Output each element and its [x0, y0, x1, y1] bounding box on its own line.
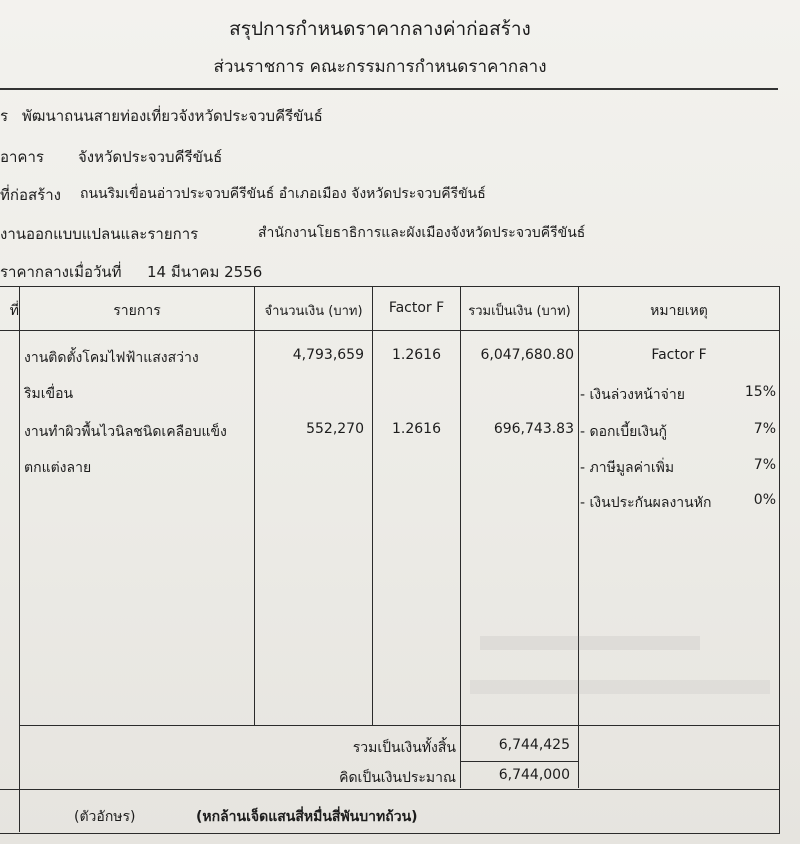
approx-value: 6,744,000 — [498, 767, 570, 783]
words-label: (ตัวอักษร) — [74, 809, 136, 825]
title-divider — [0, 88, 778, 90]
approx-label: คิดเป็นเงินประมาณ — [339, 770, 456, 786]
sum-label: รวมเป็นเงินทั้งสิ้น — [352, 740, 456, 756]
project-label: ร — [0, 107, 9, 125]
header-remark: หมายเหตุ — [650, 303, 708, 319]
site-label: ที่ก่อสร้าง — [0, 186, 61, 204]
project-value: พัฒนาถนนสายท่องเที่ยวจังหวัดประจวบคีรีขันธ์ — [22, 107, 323, 125]
bleed-through-mark — [480, 636, 700, 650]
design-label: งานออกแบบแปลนและรายการ — [0, 225, 199, 243]
row1-total: 6,047,680.80 — [480, 347, 574, 363]
header-divider — [0, 330, 780, 331]
header-total: รวมเป็นเงิน (บาท) — [468, 304, 571, 319]
bleed-through-mark — [470, 680, 770, 694]
col-divider-item — [254, 286, 255, 726]
remark-item-value: 15% — [744, 384, 776, 400]
words-value: (หกล้านเจ็ดแสนสี่หมื่นสี่พันบาทถ้วน) — [196, 809, 418, 825]
row2-item-line1: งานทำผิวพื้นไวนิลชนิดเคลือบแข็ง — [24, 424, 227, 440]
row2-item-line2: ตกแต่งลาย — [24, 460, 92, 476]
building-value: จังหวัดประจวบคีรีขันธ์ — [78, 148, 223, 166]
remark-heading: Factor F — [651, 347, 707, 363]
remark-item-value: 7% — [753, 421, 776, 437]
footer-divider-2 — [460, 761, 578, 762]
document-title: สรุปการกำหนดราคากลางค่าก่อสร้าง — [229, 18, 531, 40]
row2-factor: 1.2616 — [392, 421, 441, 437]
row1-item-line1: งานติดตั้งโคมไฟฟ้าแสงสว่าง — [24, 350, 199, 366]
col-divider-factor — [460, 286, 461, 788]
header-no: ที่ — [9, 303, 19, 319]
row2-amount: 552,270 — [306, 421, 364, 437]
remark-item-value: 7% — [753, 457, 776, 473]
row2-total: 696,743.83 — [493, 421, 574, 437]
col-divider-no — [19, 286, 20, 832]
remark-item-label: - เงินประกันผลงานหัก — [580, 495, 712, 511]
date-value: 14 มีนาคม 2556 — [147, 263, 263, 281]
row1-factor: 1.2616 — [392, 347, 441, 363]
remark-item-value: 0% — [753, 492, 776, 508]
site-value: ถนนริมเขื่อนอ่าวประจวบคีรีขันธ์ อำเภอเมือง จังหวัดประจวบคีรีขันธ์ — [80, 186, 486, 202]
row1-item-line2: ริมเขื่อน — [24, 386, 74, 402]
footer-divider-1 — [19, 725, 779, 726]
building-label: อาคาร — [0, 148, 44, 166]
row1-amount: 4,793,659 — [292, 347, 364, 363]
document-subtitle: ส่วนราชการ คณะกรรมการกำหนดราคากลาง — [213, 57, 547, 77]
date-label: ราคากลางเมื่อวันที่ — [0, 263, 122, 281]
header-item: รายการ — [113, 303, 161, 319]
header-factor: Factor F — [388, 300, 445, 316]
remark-item-label: - ภาษีมูลค่าเพิ่ม — [580, 460, 675, 476]
header-amount: จำนวนเงิน (บาท) — [264, 304, 363, 319]
footer-divider-3 — [0, 789, 780, 790]
remark-item-label: - เงินล่วงหน้าจ่าย — [580, 387, 685, 403]
sum-value: 6,744,425 — [498, 737, 570, 753]
remark-item-label: - ดอกเบี้ยเงินกู้ — [580, 424, 668, 440]
design-value: สำนักงานโยธาธิการและผังเมืองจังหวัดประจวบคีรีขันธ์ — [258, 225, 586, 241]
